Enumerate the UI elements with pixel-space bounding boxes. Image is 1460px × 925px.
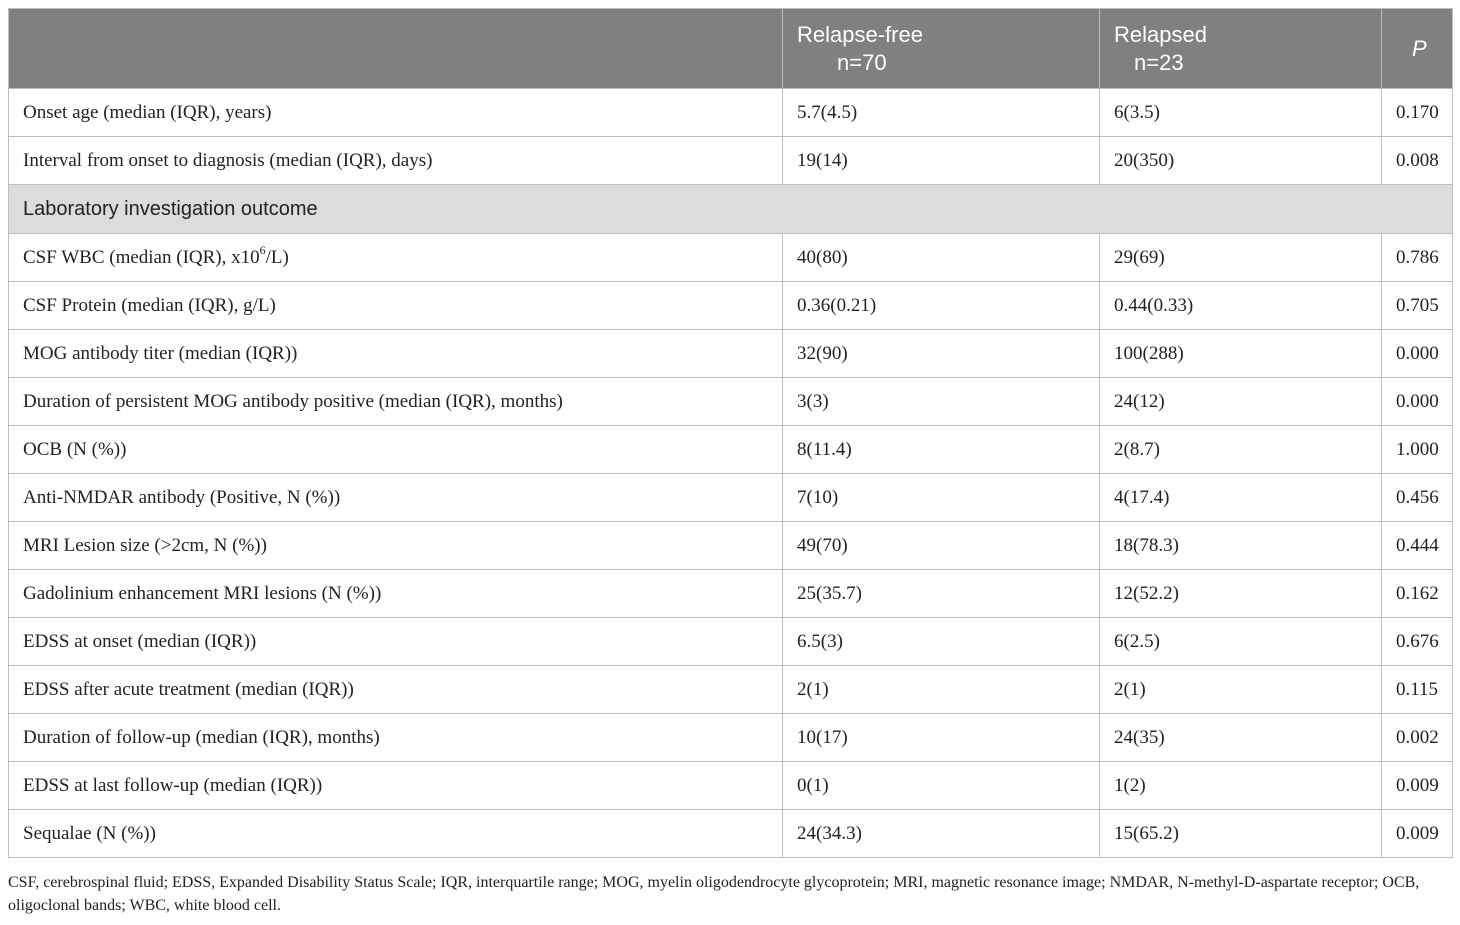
table-row — [9, 234, 1453, 282]
row-label: Sequalae (N (%)) — [9, 810, 783, 858]
cell-relapse-free: 25(35.7) — [783, 570, 1100, 618]
cell-relapse-free: 24(34.3) — [783, 810, 1100, 858]
section-row — [9, 185, 1453, 234]
table-row — [9, 282, 1453, 330]
cell-relapse-free: 7(10) — [783, 474, 1100, 522]
cell-relapse-free: 49(70) — [783, 522, 1100, 570]
cell-relapse-free: 32(90) — [783, 330, 1100, 378]
cell-p-value: 0.170 — [1382, 89, 1453, 137]
table-body — [9, 89, 1453, 858]
table-row — [9, 426, 1453, 474]
cell-relapse-free: 0(1) — [783, 762, 1100, 810]
cell-p-value: 0.786 — [1382, 234, 1453, 282]
table-header-row — [9, 9, 1453, 89]
cell-relapsed: 18(78.3) — [1100, 522, 1382, 570]
table-row — [9, 330, 1453, 378]
cell-relapse-free: 2(1) — [783, 666, 1100, 714]
cell-p-value: 0.456 — [1382, 474, 1453, 522]
cell-relapsed: 29(69) — [1100, 234, 1382, 282]
cell-relapse-free: 10(17) — [783, 714, 1100, 762]
table-row — [9, 474, 1453, 522]
table-row — [9, 714, 1453, 762]
row-label-superscript: 6 — [259, 243, 266, 258]
table-container — [8, 8, 1452, 858]
data-table — [8, 8, 1453, 858]
cell-relapse-free: 19(14) — [783, 137, 1100, 185]
row-label: Interval from onset to diagnosis (median (IQR), days) — [9, 137, 783, 185]
header-relapsed-label: Relapsed — [1114, 21, 1207, 47]
header-relapse-free — [783, 9, 1100, 89]
cell-p-value: 0.002 — [1382, 714, 1453, 762]
table-row — [9, 762, 1453, 810]
cell-relapsed: 24(35) — [1100, 714, 1382, 762]
table-row — [9, 522, 1453, 570]
row-label: MOG antibody titer (median (IQR)) — [9, 330, 783, 378]
cell-p-value: 0.009 — [1382, 810, 1453, 858]
row-label: Duration of follow-up (median (IQR), months) — [9, 714, 783, 762]
row-label: Onset age (median (IQR), years) — [9, 89, 783, 137]
cell-relapsed: 20(350) — [1100, 137, 1382, 185]
cell-relapsed: 24(12) — [1100, 378, 1382, 426]
header-variable — [9, 9, 783, 89]
cell-p-value: 0.705 — [1382, 282, 1453, 330]
cell-relapse-free: 0.36(0.21) — [783, 282, 1100, 330]
table-row — [9, 137, 1453, 185]
cell-relapsed: 12(52.2) — [1100, 570, 1382, 618]
cell-p-value: 0.115 — [1382, 666, 1453, 714]
cell-relapsed: 4(17.4) — [1100, 474, 1382, 522]
cell-relapse-free: 40(80) — [783, 234, 1100, 282]
cell-p-value: 0.162 — [1382, 570, 1453, 618]
section-label: Laboratory investigation outcome — [9, 185, 1453, 234]
cell-p-value: 0.000 — [1382, 378, 1453, 426]
header-p-value: P — [1382, 9, 1453, 89]
cell-relapse-free: 6.5(3) — [783, 618, 1100, 666]
cell-p-value: 0.676 — [1382, 618, 1453, 666]
cell-relapsed: 2(1) — [1100, 666, 1382, 714]
cell-relapsed: 1(2) — [1100, 762, 1382, 810]
cell-relapsed: 2(8.7) — [1100, 426, 1382, 474]
table-row — [9, 89, 1453, 137]
cell-p-value: 0.009 — [1382, 762, 1453, 810]
cell-p-value: 1.000 — [1382, 426, 1453, 474]
row-label: Anti-NMDAR antibody (Positive, N (%)) — [9, 474, 783, 522]
cell-relapse-free: 8(11.4) — [783, 426, 1100, 474]
row-label: EDSS at last follow-up (median (IQR)) — [9, 762, 783, 810]
header-relapsed-n: n=23 — [1134, 49, 1184, 75]
cell-p-value: 0.444 — [1382, 522, 1453, 570]
cell-relapsed: 100(288) — [1100, 330, 1382, 378]
row-label: Duration of persistent MOG antibody positive (median (IQR), months) — [9, 378, 783, 426]
table-row — [9, 570, 1453, 618]
row-label: OCB (N (%)) — [9, 426, 783, 474]
cell-relapsed: 6(3.5) — [1100, 89, 1382, 137]
table-row — [9, 378, 1453, 426]
cell-p-value: 0.008 — [1382, 137, 1453, 185]
table-row — [9, 810, 1453, 858]
header-relapse-free-label: Relapse-free — [797, 21, 923, 47]
cell-relapsed: 6(2.5) — [1100, 618, 1382, 666]
row-label: CSF Protein (median (IQR), g/L) — [9, 282, 783, 330]
row-label: EDSS after acute treatment (median (IQR)) — [9, 666, 783, 714]
cell-relapse-free: 3(3) — [783, 378, 1100, 426]
header-relapsed — [1100, 9, 1382, 89]
row-label — [9, 234, 783, 282]
table-footnote: CSF, cerebrospinal fluid; EDSS, Expanded Disability Status Scale; IQR, interquartile range; MOG, myelin oligodendrocyte glycoprotein; MRI, magnetic resonance image; NMDAR, N-methyl-D-aspartate receptor; OCB, oligoclonal bands; WBC, white blood cell. — [8, 874, 1420, 914]
row-label-unit: /L) — [265, 246, 289, 268]
row-label: MRI Lesion size (>2cm, N (%)) — [9, 522, 783, 570]
cell-relapse-free: 5.7(4.5) — [783, 89, 1100, 137]
table-row — [9, 666, 1453, 714]
header-relapse-free-n: n=70 — [837, 49, 887, 75]
row-label-text: CSF WBC (median (IQR), x10 — [23, 246, 260, 268]
cell-relapsed: 15(65.2) — [1100, 810, 1382, 858]
table-row — [9, 618, 1453, 666]
cell-p-value: 0.000 — [1382, 330, 1453, 378]
row-label: EDSS at onset (median (IQR)) — [9, 618, 783, 666]
cell-relapsed: 0.44(0.33) — [1100, 282, 1382, 330]
row-label: Gadolinium enhancement MRI lesions (N (%)) — [9, 570, 783, 618]
